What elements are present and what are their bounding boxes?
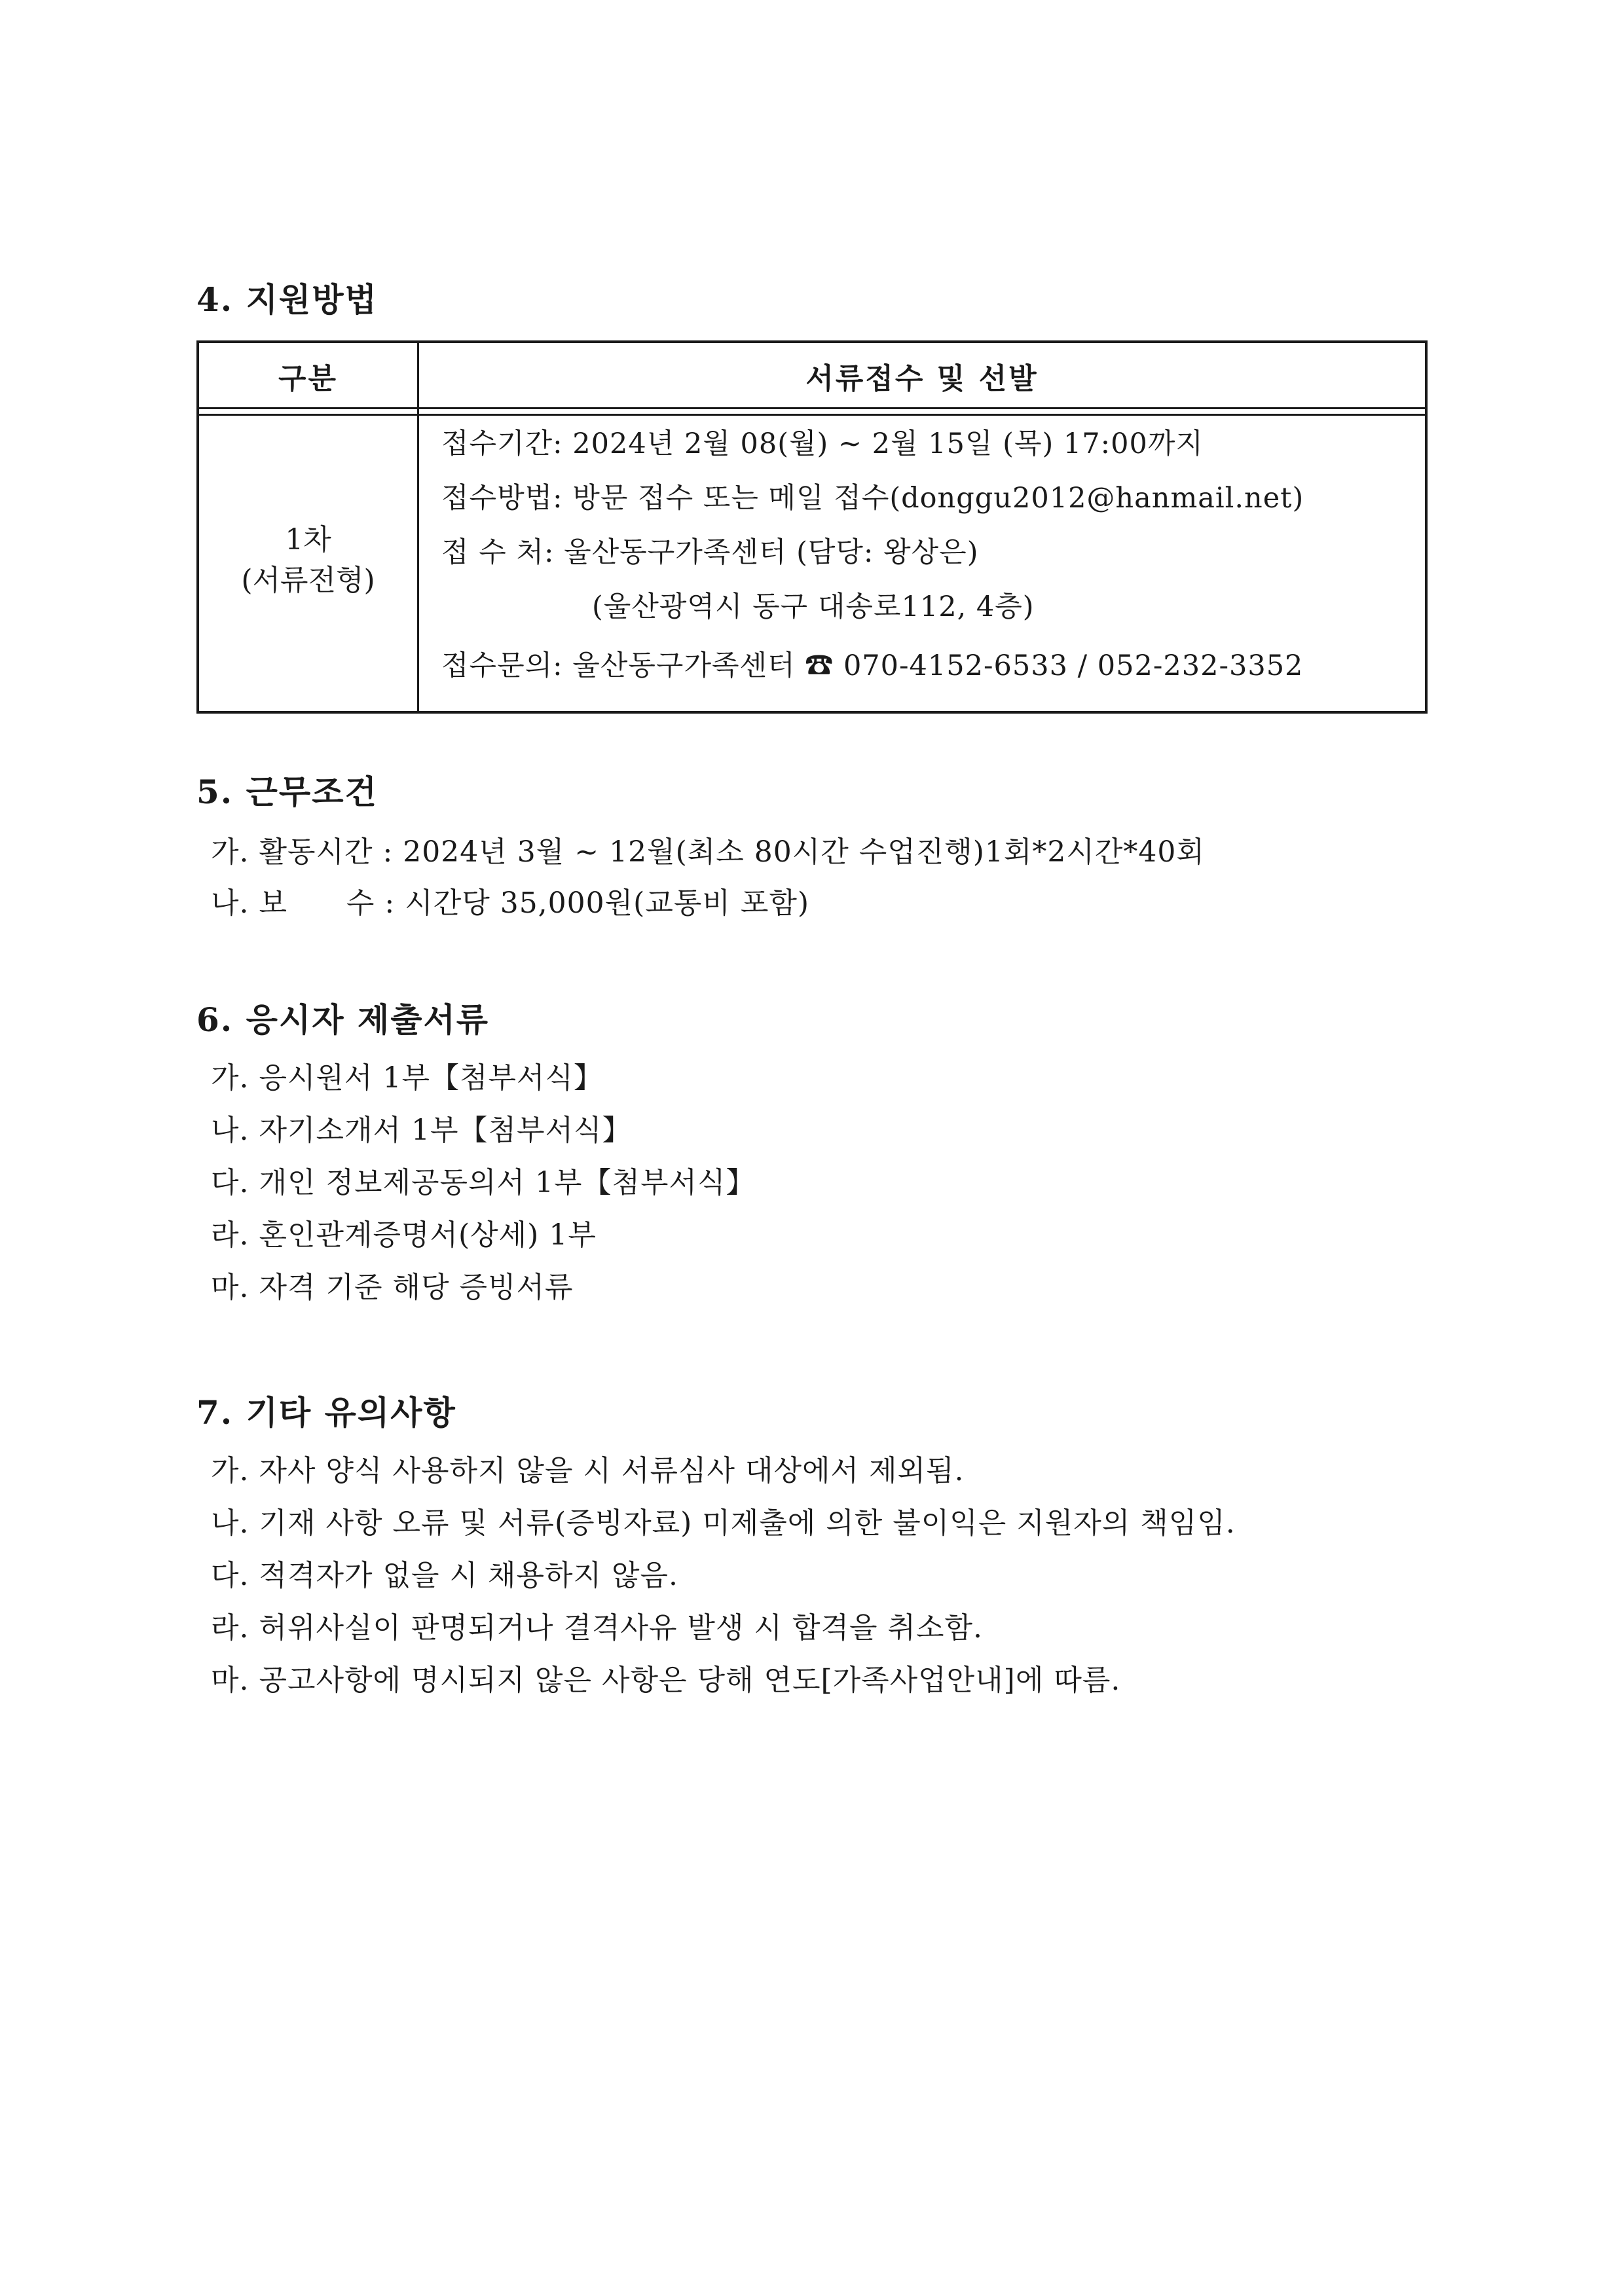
list-item: 가. 응시원서 1부【첨부서식】 [211, 1061, 603, 1095]
table-header-process: 서류접수 및 선발 [805, 362, 1039, 395]
table-row-contact: 접수문의: 울산동구가족센터 ☎ 070-4152-6533 / 052-232-3352 [441, 649, 1304, 682]
application-table [196, 340, 1428, 714]
list-item: 다. 적격자가 없을 시 채용하지 않음. [211, 1559, 678, 1592]
table-divider-vertical [417, 343, 419, 711]
table-row-method: 접수방법: 방문 접수 또는 메일 접수(donggu2012@hanmail.net) [441, 482, 1304, 515]
table-stage-cell [199, 520, 417, 601]
table-divider-header [199, 407, 1425, 409]
section-title-notes: 7. 기타 유의사항 [196, 1393, 456, 1432]
section-title-documents: 6. 응시자 제출서류 [196, 1000, 490, 1039]
section-title-conditions: 5. 근무조건 [196, 773, 378, 811]
stage-sublabel: (서류전형) [241, 564, 375, 597]
list-item: 가. 활동시간 : 2024년 3월 ~ 12월(최소 80시간 수업진행)1회*2시간*40회 [211, 835, 1205, 869]
table-row-place: 접 수 처: 울산동구가족센터 (담당: 왕상은) [441, 536, 979, 569]
list-item: 마. 공고사항에 명시되지 않은 사항은 당해 연도[가족사업안내]에 따름. [211, 1664, 1121, 1697]
list-item: 라. 혼인관계증명서(상세) 1부 [211, 1218, 597, 1252]
table-row-period: 접수기간: 2024년 2월 08(월) ~ 2월 15일 (목) 17:00까지 [441, 428, 1204, 460]
table-divider-header-double [199, 414, 1425, 416]
list-item: 마. 자격 기준 해당 증빙서류 [211, 1271, 574, 1304]
section-title-apply: 4. 지원방법 [196, 280, 378, 319]
table-header-category: 구분 [278, 362, 338, 395]
list-item: 가. 자사 양식 사용하지 않을 시 서류심사 대상에서 제외됨. [211, 1454, 965, 1487]
list-item: 라. 허위사실이 판명되거나 결격사유 발생 시 합격을 취소함. [211, 1611, 983, 1645]
stage-label: 1차 [285, 523, 331, 556]
list-item: 나. 보 수 : 시간당 35,000원(교통비 포함) [211, 886, 809, 920]
list-item: 나. 자기소개서 1부【첨부서식】 [211, 1114, 632, 1147]
list-item: 다. 개인 정보제공동의서 1부【첨부서식】 [211, 1166, 756, 1199]
table-row-address: (울산광역시 동구 대송로112, 4층) [592, 591, 1035, 623]
list-item: 나. 기재 사항 오류 및 서류(증빙자료) 미제출에 의한 불이익은 지원자의 책임임. [211, 1506, 1236, 1540]
